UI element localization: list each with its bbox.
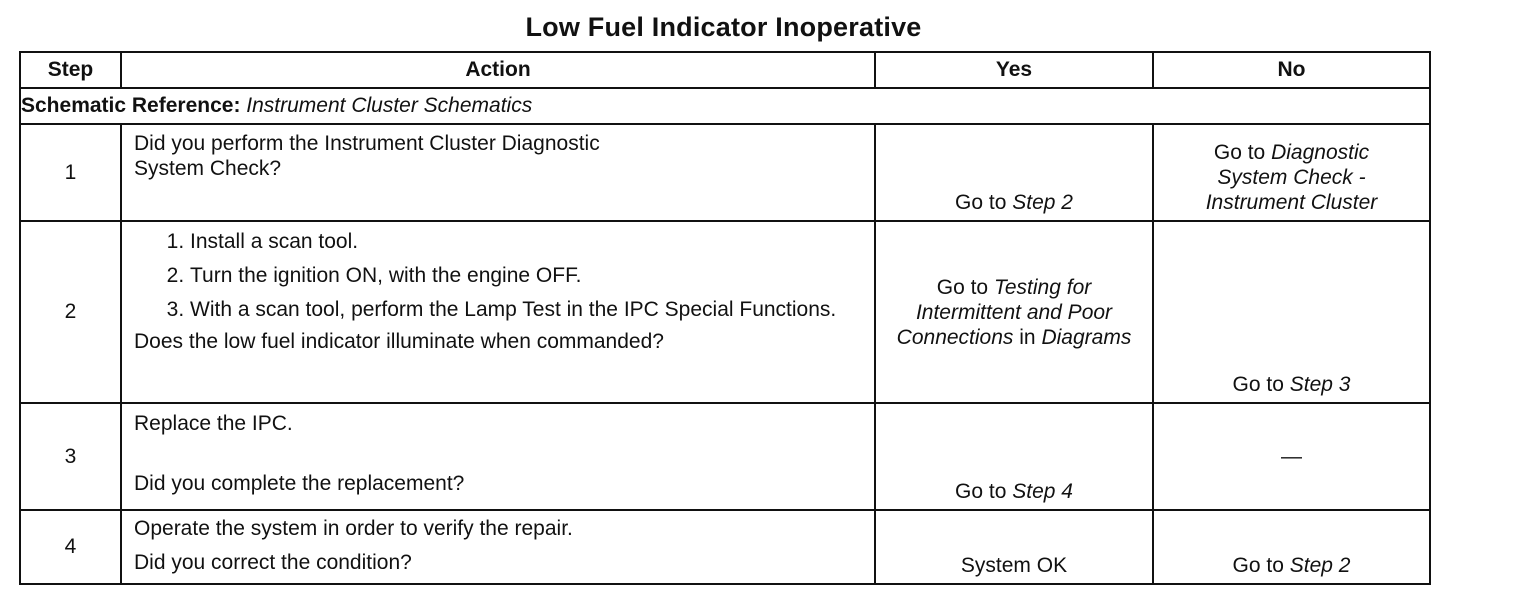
substep-item: 1. Install a scan tool. xyxy=(190,230,866,254)
action-cell xyxy=(121,221,875,403)
yes-link[interactable]: Diagrams xyxy=(1041,325,1132,349)
no-cell xyxy=(1153,124,1430,221)
page-title: Low Fuel Indicator Inoperative xyxy=(525,12,922,42)
no-prefix: Go to xyxy=(1232,373,1284,396)
schematic-reference-label: Schematic Reference: xyxy=(21,94,241,117)
no-link[interactable]: Instrument Cluster xyxy=(1205,191,1378,214)
schematic-reference-value: Instrument Cluster Schematics xyxy=(246,94,533,117)
header-no: No xyxy=(1153,52,1430,88)
action-text-line: Replace the IPC. xyxy=(134,412,293,435)
yes-prefix: Go to xyxy=(936,275,989,299)
yes-cell xyxy=(875,403,1153,510)
table-row-step-3 xyxy=(20,403,1430,510)
yes-link[interactable]: Step 2 xyxy=(1012,191,1073,214)
action-cell xyxy=(121,510,875,584)
step-number: 1 xyxy=(20,124,121,221)
substep-item: 2. Turn the ignition ON, with the engine OFF. xyxy=(190,264,866,288)
header-step: Step xyxy=(20,52,121,88)
no-cell xyxy=(1153,403,1430,510)
no-dash: — xyxy=(1281,444,1302,468)
no-prefix: Go to xyxy=(1213,141,1266,164)
no-prefix: Go to xyxy=(1232,554,1284,577)
yes-cell xyxy=(875,221,1153,403)
question-text: Does the low fuel indicator illuminate when commanded? xyxy=(134,330,664,353)
substep-item: 3. With a scan tool, perform the Lamp Test in the IPC Special Functions. xyxy=(190,298,866,322)
step-number: 3 xyxy=(20,403,121,510)
schematic-reference-row xyxy=(20,88,1430,124)
yes-cell xyxy=(875,124,1153,221)
yes-prefix: Go to xyxy=(955,191,1007,214)
question-text: Did you correct the condition? xyxy=(134,551,412,574)
yes-mid: in xyxy=(1019,325,1036,349)
yes-link[interactable]: Connections xyxy=(896,325,1014,349)
question-text: Did you complete the replacement? xyxy=(134,472,465,495)
action-cell xyxy=(121,403,875,510)
table-row-step-1 xyxy=(20,124,1430,221)
table-header-row xyxy=(20,52,1430,88)
no-link[interactable]: Step 3 xyxy=(1289,373,1351,396)
no-cell xyxy=(1153,510,1430,584)
no-link[interactable]: Diagnostic xyxy=(1271,141,1370,164)
no-link[interactable]: Step 2 xyxy=(1289,554,1351,577)
yes-prefix: Go to xyxy=(955,480,1007,503)
step-number: 2 xyxy=(20,221,121,403)
yes-text: System OK xyxy=(960,554,1068,577)
yes-link[interactable]: Intermittent and Poor xyxy=(915,300,1113,324)
table-row-step-4 xyxy=(20,510,1430,584)
yes-link[interactable]: Step 4 xyxy=(1012,480,1073,503)
action-text-line: Operate the system in order to verify the repair. xyxy=(134,517,573,540)
substep-list xyxy=(134,230,866,322)
table-row-step-2 xyxy=(20,221,1430,403)
action-text-line: System Check? xyxy=(134,157,282,180)
action-text-line: Did you perform the Instrument Cluster Diagnostic xyxy=(134,132,600,155)
schematic-reference xyxy=(20,88,1430,124)
no-cell xyxy=(1153,221,1430,403)
header-yes: Yes xyxy=(875,52,1153,88)
action-cell xyxy=(121,124,875,221)
header-action: Action xyxy=(121,52,875,88)
step-number: 4 xyxy=(20,510,121,584)
yes-link[interactable]: Testing for xyxy=(993,275,1092,299)
yes-cell xyxy=(875,510,1153,584)
diagnostic-table xyxy=(19,51,1431,585)
no-link[interactable]: System Check - xyxy=(1217,166,1366,189)
